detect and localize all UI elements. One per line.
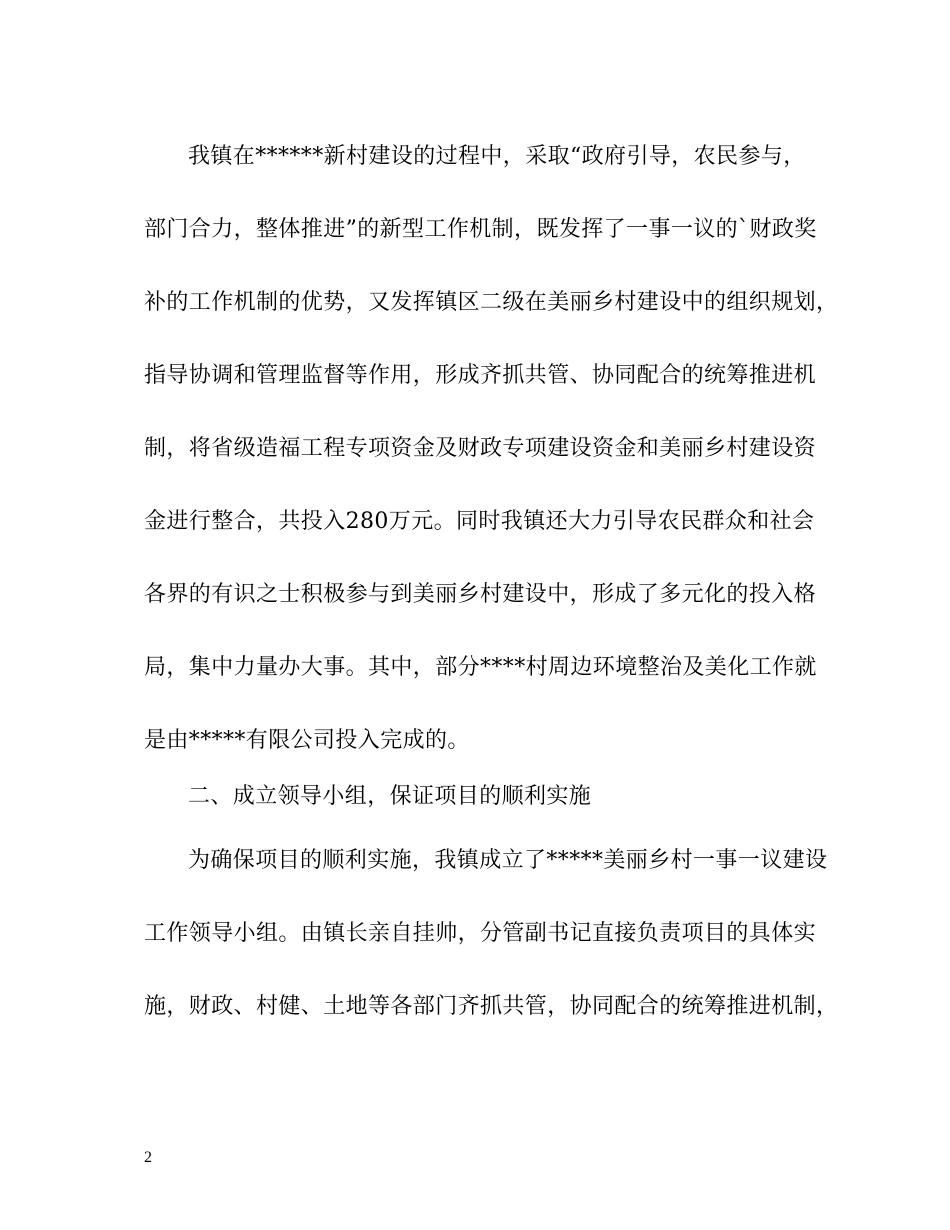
paragraph-1-line-8: 局，集中力量办大事。其中，部分****村周边环境整治及美化工作就 — [144, 655, 817, 680]
paragraph-1-line-1: 我镇在******新村建设的过程中，采取“政府引导，农民参与， — [188, 144, 806, 169]
section-heading: 二、成立领导小组，保证项目的顺利实施 — [188, 784, 592, 809]
paragraph-1-line-3: 补的工作机制的优势，又发挥镇区二级在美丽乡村建设中的组织规划， — [144, 290, 839, 315]
paragraph-1-line-4: 指导协调和管理监督等作用，形成齐抓共管、协同配合的统筹推进机 — [144, 363, 817, 388]
paragraph-2-line-2: 工作领导小组。由镇长亲自挂帅，分管副书记直接负责项目的具体实 — [144, 921, 817, 946]
paragraph-2-line-3: 施，财政、村健、土地等各部门齐抓共管，协同配合的统筹推进机制， — [144, 994, 839, 1019]
paragraph-1-line-9: 是由*****有限公司投入完成的。 — [144, 728, 470, 753]
paragraph-2-line-1: 为确保项目的顺利实施，我镇成立了*****美丽乡村一事一议建设 — [188, 848, 828, 873]
paragraph-1-line-2: 部门合力，整体推进”的新型工作机制，既发挥了一事一议的`财政奖 — [144, 217, 817, 242]
page-number: 2 — [144, 1149, 152, 1166]
paragraph-1-line-6: 金进行整合，共投入280万元。同时我镇还大力引导农民群众和社会 — [144, 509, 815, 534]
paragraph-1-line-7: 各界的有识之士积极参与到美丽乡村建设中，形成了多元化的投入格 — [144, 582, 817, 607]
paragraph-1-line-5: 制，将省级造福工程专项资金及财政专项建设资金和美丽乡村建设资 — [144, 436, 817, 461]
